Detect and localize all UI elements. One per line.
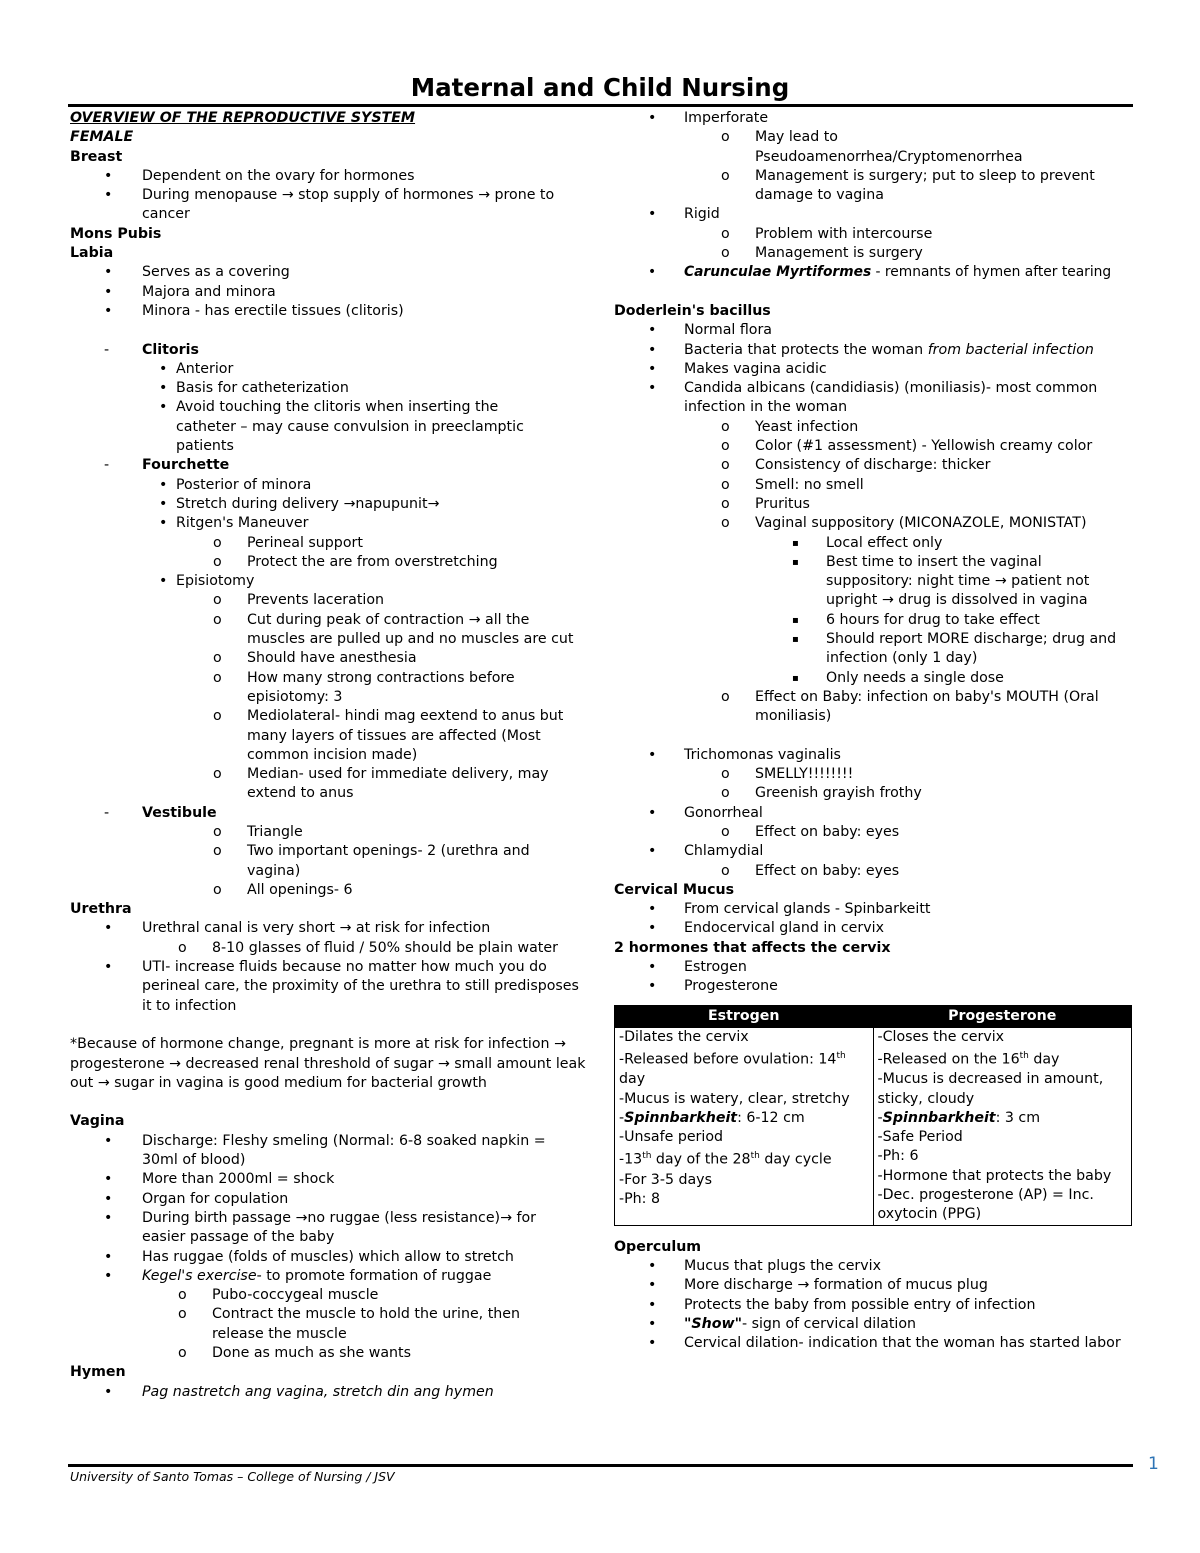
sub-list-item: o SMELLY!!!!!!!! bbox=[614, 765, 1136, 784]
estrogen-cell: -Dilates the cervix -Released before ovulation: 14th day -Mucus is watery, clear, stretchy -Spinnbarkheit: 6-12 cm -Unsafe period -13th day of the 28th day cycle -For 3-5 days -Ph: 8 bbox=[615, 1027, 874, 1225]
sub-list-item: o Done as much as she wants bbox=[70, 1344, 590, 1363]
sub-list-item: o Color (#1 assessment) - Yellowish creamy color bbox=[614, 437, 1136, 456]
topic-heading: - Fourchette bbox=[70, 456, 590, 475]
title-rule bbox=[68, 104, 1133, 107]
bullet-icon: • bbox=[104, 1190, 113, 1207]
sub-sub-list-item: ▪ Should report MORE discharge; drug and infection (only 1 day) bbox=[792, 631, 1117, 667]
circle-bullet-icon: o bbox=[721, 688, 730, 705]
list-item: • Discharge: Fleshy smeling (Normal: 6-8 soaked napkin = 30ml of blood) bbox=[104, 1132, 546, 1169]
circle-bullet-icon: o bbox=[213, 766, 222, 783]
dash-icon: - bbox=[104, 341, 110, 358]
bullet-icon: • bbox=[648, 1335, 657, 1352]
sub-list-item: o Triangle bbox=[70, 823, 590, 842]
progesterone-cell: -Closes the cervix -Released on the 16th day -Mucus is decreased in amount, sticky, cloudy -Spinnbarkheit: 3 cm -Safe Period -Ph: 6 -Hormone that protects the baby -Dec. progesterone (AP) = Inc. oxytocin (PPG) bbox=[873, 1027, 1132, 1225]
list-item: • Urethral canal is very short → at risk for infection bbox=[70, 919, 590, 938]
sub-list-item: o Greenish grayish frothy bbox=[614, 784, 1136, 803]
bullet-icon: • bbox=[104, 1248, 113, 1265]
circle-bullet-icon: o bbox=[213, 611, 222, 628]
footer-rule bbox=[68, 1464, 1133, 1467]
topic-heading: Mons Pubis bbox=[70, 225, 162, 242]
bullet-icon: • bbox=[104, 302, 113, 319]
circle-bullet-icon: o bbox=[721, 225, 730, 242]
bullet-icon: • bbox=[159, 380, 168, 397]
square-bullet-icon: ▪ bbox=[792, 634, 799, 646]
topic-heading: Cervical Mucus bbox=[614, 881, 735, 898]
sub-list-item: o Pubo-coccygeal muscle bbox=[70, 1286, 590, 1305]
bullet-icon: • bbox=[648, 322, 657, 339]
bullet-icon: • bbox=[159, 515, 168, 532]
list-item: • Has ruggae (folds of muscles) which allow to stretch bbox=[70, 1248, 590, 1267]
page-number: 1 bbox=[1148, 1454, 1159, 1474]
list-item: • Candida albicans (candidiasis) (moniliasis)- most common infection in the woman bbox=[648, 380, 1098, 416]
bullet-icon: • bbox=[104, 959, 113, 976]
list-item: • Gonorrheal bbox=[614, 804, 1136, 823]
bullet-icon: • bbox=[648, 978, 657, 995]
circle-bullet-icon: o bbox=[213, 650, 222, 667]
list-item: • Mucus that plugs the cervix bbox=[614, 1257, 1136, 1276]
bullet-icon: • bbox=[159, 360, 168, 377]
sub-list-item: o Management is surgery; put to sleep to prevent damage to vagina bbox=[721, 167, 1095, 204]
list-item: • Normal flora bbox=[614, 321, 1136, 340]
circle-bullet-icon: o bbox=[213, 592, 222, 609]
section-heading: OVERVIEW OF THE REPRODUCTIVE SYSTEM bbox=[70, 110, 416, 126]
sub-list-item: o Effect on baby: eyes bbox=[614, 862, 1136, 881]
hormone-comparison-table bbox=[614, 1005, 1132, 1226]
bullet-icon: • bbox=[159, 573, 168, 590]
circle-bullet-icon: o bbox=[721, 515, 730, 532]
page-title: Maternal and Child Nursing bbox=[410, 73, 790, 102]
circle-bullet-icon: o bbox=[213, 823, 222, 840]
list-item: • Organ for copulation bbox=[70, 1190, 590, 1209]
sub-list-item: o Contract the muscle to hold the urine, then release the muscle bbox=[178, 1306, 520, 1342]
topic-heading: Urethra bbox=[70, 901, 132, 918]
table-header-estrogen: Estrogen bbox=[615, 1005, 874, 1027]
bullet-icon: • bbox=[104, 1132, 113, 1149]
list-item: • Progesterone bbox=[614, 977, 1136, 996]
sub-list-item: o Yeast infection bbox=[614, 418, 1136, 437]
circle-bullet-icon: o bbox=[178, 1287, 187, 1304]
topic-heading: Labia bbox=[70, 245, 114, 262]
subsection-heading: FEMALE bbox=[70, 129, 134, 146]
circle-bullet-icon: o bbox=[721, 495, 730, 512]
circle-bullet-icon: o bbox=[213, 534, 222, 551]
sub-list-item: o How many strong contractions before episiotomy: 3 bbox=[213, 669, 515, 705]
square-bullet-icon: ▪ bbox=[792, 537, 799, 549]
bullet-icon: • bbox=[648, 341, 657, 358]
sub-list-item: o Effect on baby: eyes bbox=[614, 823, 1136, 842]
bullet-icon: • bbox=[648, 959, 657, 976]
circle-bullet-icon: o bbox=[721, 476, 730, 493]
circle-bullet-icon: o bbox=[721, 129, 730, 146]
square-bullet-icon: ▪ bbox=[792, 672, 799, 684]
topic-heading: Vagina bbox=[70, 1113, 125, 1130]
bullet-icon: • bbox=[648, 380, 657, 397]
list-item: • Rigid bbox=[614, 205, 1136, 224]
bullet-icon: • bbox=[648, 1315, 657, 1332]
list-item: • More discharge → formation of mucus plug bbox=[614, 1276, 1136, 1295]
bullet-icon: • bbox=[648, 110, 657, 126]
sub-list-item: o Pruritus bbox=[614, 495, 1136, 514]
sub-list-item: o Effect on Baby: infection on baby's MOUTH (Oral moniliasis) bbox=[721, 688, 1099, 725]
circle-bullet-icon: o bbox=[178, 1306, 187, 1323]
bullet-icon: • bbox=[104, 1209, 113, 1226]
list-item: • Imperforate bbox=[614, 109, 1136, 128]
list-item: • "Show"- sign of cervical dilation bbox=[614, 1315, 1136, 1334]
bullet-icon: • bbox=[648, 901, 657, 918]
left-column bbox=[70, 109, 590, 1402]
list-item: • Kegel's exercise- to promote formation of ruggae bbox=[70, 1267, 590, 1286]
topic-heading: - Clitoris bbox=[70, 341, 590, 360]
circle-bullet-icon: o bbox=[721, 766, 730, 783]
circle-bullet-icon: o bbox=[213, 553, 222, 570]
sub-list-item: o Should have anesthesia bbox=[70, 649, 590, 668]
bullet-icon: • bbox=[104, 1171, 113, 1188]
circle-bullet-icon: o bbox=[721, 862, 730, 879]
bullet-icon: • bbox=[648, 920, 657, 937]
circle-bullet-icon: o bbox=[178, 939, 187, 956]
sub-list-item: o 8-10 glasses of fluid / 50% should be plain water bbox=[70, 939, 590, 958]
topic-heading: Doderlein's bacillus bbox=[614, 302, 771, 319]
sub-sub-list-item: ▪ 6 hours for drug to take effect bbox=[614, 611, 1136, 630]
sub-sub-list-item: ▪ Local effect only bbox=[614, 534, 1136, 553]
list-item: • Trichomonas vaginalis bbox=[614, 746, 1136, 765]
bullet-icon: • bbox=[648, 843, 657, 860]
bullet-icon: • bbox=[648, 1296, 657, 1313]
bullet-icon: • bbox=[104, 187, 113, 204]
circle-bullet-icon: o bbox=[721, 245, 730, 262]
list-item: • Protects the baby from possible entry of infection bbox=[614, 1296, 1136, 1315]
topic-heading: Breast bbox=[70, 148, 123, 165]
right-column bbox=[614, 109, 1136, 1353]
list-item: • Episiotomy bbox=[70, 572, 590, 591]
bullet-icon: • bbox=[648, 746, 657, 763]
topic-heading: 2 hormones that affects the cervix bbox=[614, 939, 891, 956]
list-item: • Stretch during delivery →napupunit→ bbox=[70, 495, 590, 514]
bullet-icon: • bbox=[159, 399, 168, 416]
list-item: • Pag nastretch ang vagina, stretch din ang hymen bbox=[70, 1383, 590, 1402]
bullet-icon: • bbox=[159, 495, 168, 512]
bullet-icon: • bbox=[104, 1267, 113, 1284]
bullet-icon: • bbox=[648, 264, 657, 281]
bullet-icon: • bbox=[648, 206, 657, 223]
list-item: • Chlamydial bbox=[614, 842, 1136, 861]
list-item: • Posterior of minora bbox=[70, 476, 590, 495]
list-item: • Basis for catheterization bbox=[70, 379, 590, 398]
sub-list-item: o Problem with intercourse bbox=[614, 225, 1136, 244]
bullet-icon: • bbox=[648, 1257, 657, 1274]
circle-bullet-icon: o bbox=[721, 167, 730, 184]
sub-list-item: o Vaginal suppository (MICONAZOLE, MONISTAT) bbox=[614, 514, 1136, 533]
list-item: • Anterior bbox=[70, 360, 590, 379]
circle-bullet-icon: o bbox=[213, 669, 222, 686]
bullet-icon: • bbox=[104, 920, 113, 937]
note-paragraph: *Because of hormone change, pregnant is more at risk for infection → progesterone → decreased renal threshold of sugar → small amount leak out → sugar in vagina is good medium for bacterial growth bbox=[70, 1036, 586, 1091]
list-item: • Serves as a covering bbox=[70, 263, 590, 282]
list-item: • Bacteria that protects the woman from bacterial infection bbox=[614, 341, 1136, 360]
sub-list-item: o Consistency of discharge: thicker bbox=[614, 456, 1136, 475]
circle-bullet-icon: o bbox=[721, 823, 730, 840]
sub-list-item: o Median- used for immediate delivery, may extend to anus bbox=[213, 766, 549, 802]
list-item: • UTI- increase fluids because no matter how much you do perineal care, the proximity of the urethra to still predisposes it to infection bbox=[104, 959, 579, 1014]
circle-bullet-icon: o bbox=[721, 457, 730, 474]
list-item: • Dependent on the ovary for hormones bbox=[70, 167, 590, 186]
circle-bullet-icon: o bbox=[178, 1345, 187, 1361]
circle-bullet-icon: o bbox=[213, 843, 222, 860]
bullet-icon: • bbox=[104, 283, 113, 300]
sub-list-item: o Cut during peak of contraction → all the muscles are pulled up and no muscles are cut bbox=[213, 611, 574, 648]
list-item: • Majora and minora bbox=[70, 283, 590, 302]
sub-list-item: o Management is surgery bbox=[614, 244, 1136, 263]
footer-text: University of Santo Tomas – College of Nursing / JSV bbox=[70, 1469, 395, 1484]
circle-bullet-icon: o bbox=[721, 785, 730, 802]
topic-heading: Operculum bbox=[614, 1238, 702, 1255]
sub-sub-list-item: ▪ Best time to insert the vaginal suppository: night time → patient not upright → drug is dissolved in vagina bbox=[792, 553, 1090, 609]
sub-list-item: o All openings- 6 bbox=[70, 881, 590, 900]
sub-list-item: o Protect the are from overstretching bbox=[70, 553, 590, 572]
list-item: • From cervical glands - Spinbarkeitt bbox=[614, 900, 1136, 919]
bullet-icon: • bbox=[104, 1383, 113, 1400]
bullet-icon: • bbox=[104, 264, 113, 281]
bullet-icon: • bbox=[648, 804, 657, 821]
list-item: • More than 2000ml = shock bbox=[70, 1170, 590, 1189]
sub-list-item: o Mediolateral- hindi mag eextend to anus but many layers of tissues are affected (Most common incision made) bbox=[213, 708, 564, 763]
list-item: • Ritgen's Maneuver bbox=[70, 514, 590, 533]
list-item: • During birth passage →no ruggae (less resistance)→ for easier passage of the baby bbox=[104, 1209, 536, 1246]
circle-bullet-icon: o bbox=[721, 438, 730, 455]
bullet-icon: • bbox=[648, 1277, 657, 1294]
list-item: • Makes vagina acidic bbox=[614, 360, 1136, 379]
sub-list-item: o Smell: no smell bbox=[614, 476, 1136, 495]
circle-bullet-icon: o bbox=[213, 881, 222, 898]
list-item: • Endocervical gland in cervix bbox=[614, 919, 1136, 938]
sub-sub-list-item: ▪ Only needs a single dose bbox=[614, 669, 1136, 688]
dash-icon: - bbox=[104, 457, 110, 474]
circle-bullet-icon: o bbox=[213, 708, 222, 725]
list-item: • Carunculae Myrtiformes - remnants of hymen after tearing bbox=[614, 263, 1136, 282]
list-item: • Minora - has erectile tissues (clitoris) bbox=[70, 302, 590, 321]
table-header-progesterone: Progesterone bbox=[873, 1005, 1132, 1027]
list-item: • Cervical dilation- indication that the woman has started labor bbox=[614, 1334, 1136, 1353]
list-item: • Estrogen bbox=[614, 958, 1136, 977]
topic-heading: Hymen bbox=[70, 1364, 126, 1381]
bullet-icon: • bbox=[159, 476, 168, 493]
list-item: • Avoid touching the clitoris when inserting the catheter – may cause convulsion in preeclamptic patients bbox=[159, 399, 524, 455]
topic-heading: - Vestibule bbox=[70, 804, 590, 823]
sub-list-item: o May lead to Pseudoamenorrhea/Cryptomenorrhea bbox=[721, 129, 1023, 165]
bullet-icon: • bbox=[104, 167, 113, 184]
list-item: • During menopause → stop supply of hormones → prone to cancer bbox=[104, 187, 555, 223]
sub-list-item: o Prevents laceration bbox=[70, 591, 590, 610]
sub-list-item: o Perineal support bbox=[70, 534, 590, 553]
square-bullet-icon: ▪ bbox=[792, 614, 799, 626]
dash-icon: - bbox=[104, 804, 110, 821]
sub-list-item: o Two important openings- 2 (urethra and vagina) bbox=[213, 843, 530, 879]
bullet-icon: • bbox=[648, 360, 657, 377]
square-bullet-icon: ▪ bbox=[792, 556, 799, 568]
circle-bullet-icon: o bbox=[721, 418, 730, 435]
